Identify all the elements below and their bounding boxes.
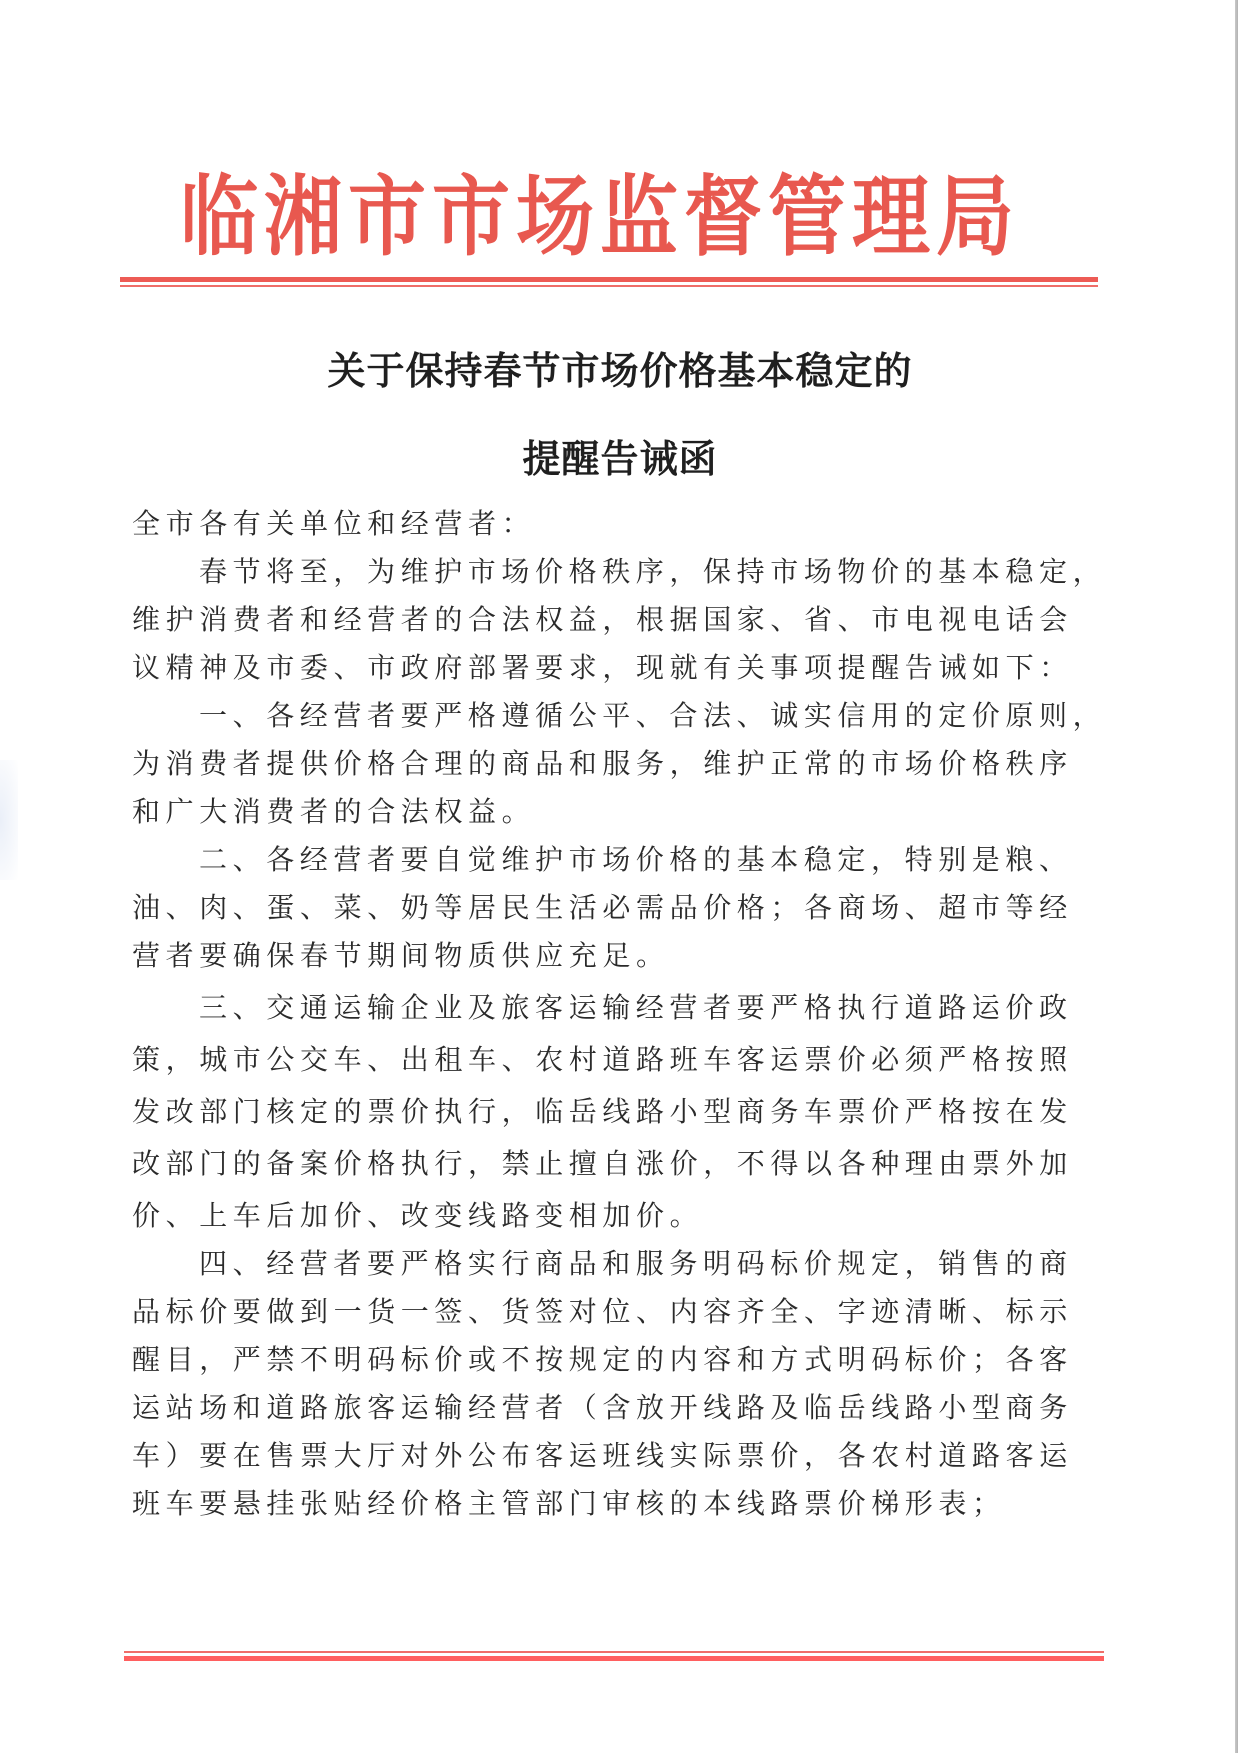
body-line: 营者要确保春节期间物质供应充足。 (132, 939, 670, 972)
letterhead-rule-thin (120, 285, 1098, 287)
scan-shadow (0, 760, 18, 880)
body-line: 议精神及市委、市政府部署要求，现就有关事项提醒告诫如下： (132, 651, 1073, 684)
document-title-line2: 提醒告诫函 (522, 436, 718, 481)
body-line: 策，城市公交车、出租车、农村道路班车客运票价必须严格按照 (132, 1043, 1073, 1076)
document-title-line1: 关于保持春节市场价格基本稳定的 (327, 348, 913, 393)
body-line: 一、各经营者要严格遵循公平、合法、诚实信用的定价原则， (199, 699, 1107, 732)
body-line: 和广大消费者的合法权益。 (132, 795, 536, 828)
body-line: 二、各经营者要自觉维护市场价格的基本稳定，特别是粮、 (199, 843, 1073, 876)
letterhead-organization: 临湘市市场监督管理局 (180, 166, 1021, 269)
body-line: 车）要在售票大厅对外公布客运班线实际票价，各农村道路客运 (132, 1439, 1073, 1472)
body-line: 为消费者提供价格合理的商品和服务，维护正常的市场价格秩序 (132, 747, 1073, 780)
body-line: 价、上车后加价、改变线路变相加价。 (132, 1199, 704, 1232)
body-line: 醒目，严禁不明码标价或不按规定的内容和方式明码标价；各客 (132, 1343, 1073, 1376)
body-line: 四、经营者要严格实行商品和服务明码标价规定，销售的商 (199, 1247, 1073, 1280)
body-line: 油、肉、蛋、菜、奶等居民生活必需品价格；各商场、超市等经 (132, 891, 1073, 924)
body-line: 运站场和道路旅客运输经营者（含放开线路及临岳线路小型商务 (132, 1391, 1073, 1424)
scan-edge (1235, 0, 1238, 1753)
body-line: 品标价要做到一货一签、货签对位、内容齐全、字迹清晰、标示 (132, 1295, 1073, 1328)
body-line: 改部门的备案价格执行，禁止擅自涨价，不得以各种理由票外加 (132, 1147, 1073, 1180)
salutation: 全市各有关单位和经营者： (132, 507, 536, 540)
letter-body (132, 500, 1107, 1528)
body-line: 三、交通运输企业及旅客运输经营者要严格执行道路运价政 (199, 991, 1073, 1024)
footer-rule-thick (124, 1656, 1104, 1661)
body-line: 班车要悬挂张贴经价格主管部门审核的本线路票价梯形表； (132, 1487, 1006, 1520)
footer-rule-thin (124, 1651, 1104, 1653)
body-line: 春节将至，为维护市场价格秩序，保持市场物价的基本稳定， (199, 555, 1107, 588)
letterhead-rule-thick (120, 277, 1098, 282)
body-line: 发改部门核定的票价执行，临岳线路小型商务车票价严格按在发 (132, 1095, 1073, 1128)
body-line: 维护消费者和经营者的合法权益，根据国家、省、市电视电话会 (132, 603, 1073, 636)
